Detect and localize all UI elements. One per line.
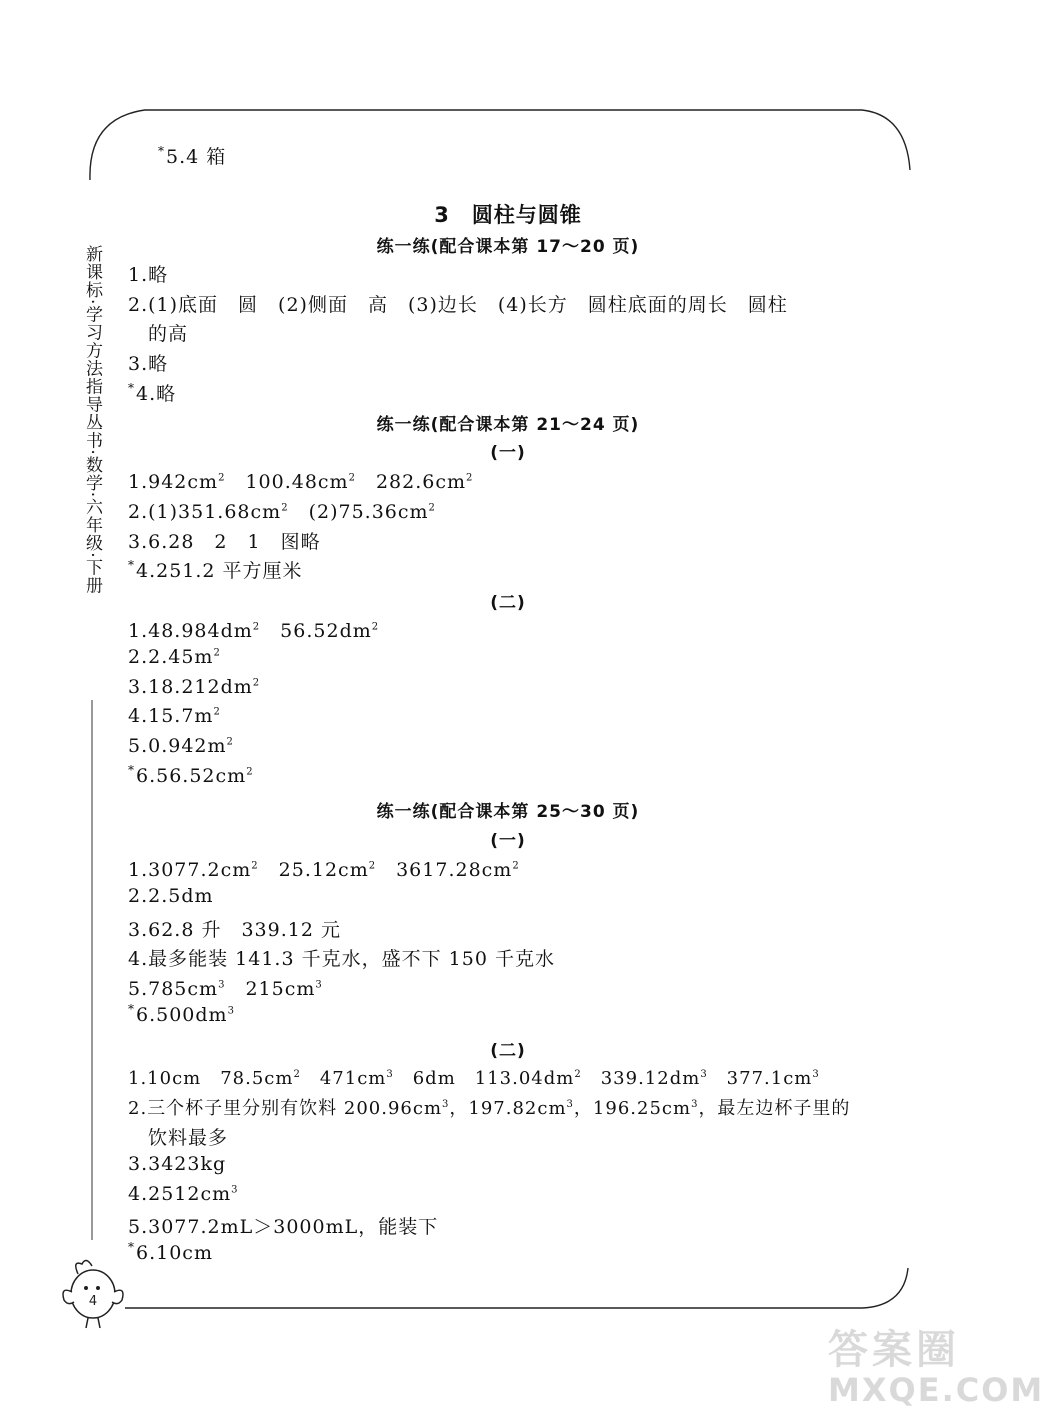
answer-line: 1.略	[128, 264, 169, 286]
answer-line: $4.15.7m^2$	[128, 705, 221, 727]
answer-line: $^*6.56.52cm^2$	[128, 763, 254, 787]
subheading: (二)	[490, 1041, 526, 1061]
answer-line: 2.三个杯子里分别有饮料 $200.96cm^3$，$197.82cm^3$，$196.25cm^3$，最左边杯子里的	[128, 1098, 851, 1119]
watermark: 答案圈 MXQE.COM	[828, 1327, 1044, 1409]
answer-line: $2.(1)351.68cm^2$ $(2)75.36cm^2$	[128, 501, 436, 523]
answer-line: *6.10cm	[128, 1240, 213, 1264]
answer-line: $4.2512cm^3$	[128, 1183, 239, 1205]
section-heading-3: 练一练(配合课本第 25～30 页)	[376, 802, 640, 822]
answer-line: 5.3077.2mL＞3000mL，能装下	[128, 1216, 439, 1238]
section-heading-1: 练一练(配合课本第 17～20 页)	[376, 237, 640, 257]
answer-line: $3.18.212dm^2$	[128, 676, 261, 698]
answer-line: 3.3423kg	[128, 1153, 227, 1175]
answer-line: $1.48.984dm^2$ $56.52dm^2$	[128, 620, 380, 642]
answer-line: 3.略	[128, 353, 169, 375]
answer-line: $1.942cm^2$ $100.48cm^2$ $282.6cm^2$	[128, 471, 474, 493]
series-title-vertical: 新课标·学习方法指导丛书·数学·六年级·下册	[82, 245, 102, 595]
answer-line: *4.略	[128, 381, 177, 405]
top-item: *5.4 箱	[158, 144, 227, 168]
answer-line: $^*6.500dm^3$	[128, 1002, 235, 1026]
answer-line: 3.6.28 2 1 图略	[128, 531, 321, 553]
subheading: (一)	[490, 443, 526, 463]
subheading: (二)	[490, 593, 526, 613]
section-heading-2: 练一练(配合课本第 21～24 页)	[376, 415, 640, 435]
answer-line: $1.3077.2cm^2$ $25.12cm^2$ $3617.28cm^2$	[128, 859, 520, 881]
answer-line: 2.2.5dm	[128, 885, 214, 907]
answer-line: 1.10cm $78.5cm^2$ $471cm^3$ 6dm $113.04dm^2$ $339.12dm^3$ $377.1cm^3$	[128, 1068, 820, 1089]
answer-line: $2.2.45m^2$	[128, 646, 221, 668]
answer-line: *4.251.2 平方厘米	[128, 558, 303, 582]
mascot-icon	[58, 1252, 128, 1332]
answer-line: 3.62.8 升 339.12 元	[128, 919, 341, 941]
answer-line: 2.(1)底面 圆 (2)侧面 高 (3)边长 (4)长方 圆柱底面的周长 圆柱	[128, 294, 788, 316]
answer-line: $5.785cm^3$ $215cm^3$	[128, 978, 323, 1000]
answer-line: 的高	[148, 323, 189, 345]
chapter-title: 3 圆柱与圆锥	[434, 203, 582, 227]
subheading: (一)	[490, 831, 526, 851]
answer-line: 饮料最多	[148, 1127, 229, 1149]
answer-line: $5.0.942m^2$	[128, 735, 234, 757]
answer-line: 4.最多能装 141.3 千克水，盛不下 150 千克水	[128, 948, 555, 970]
page-number: 4	[88, 1294, 98, 1309]
